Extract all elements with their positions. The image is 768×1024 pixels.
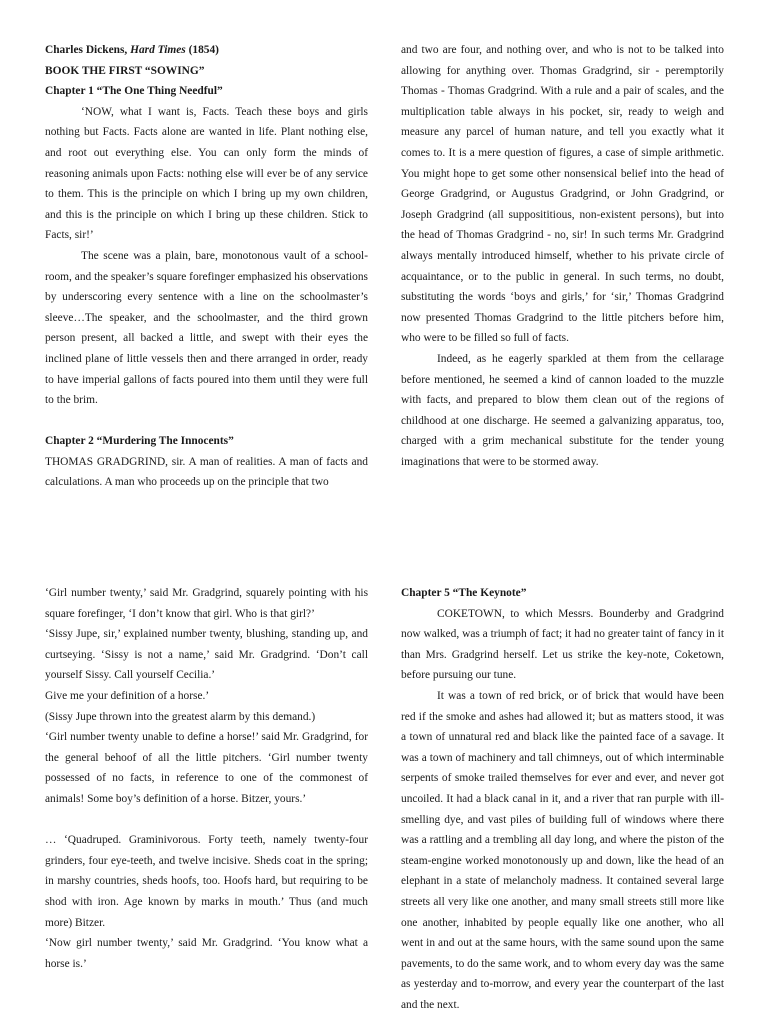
chapter-2-paragraph-1-continued: and two are four, and nothing over, and who is not to be talked into allowing for anything over. Thomas Gradgrind, sir - peremptorily Thomas - Thomas Gradgrind. With a rule and a pair of scales, and the multiplication table always in his pocket, sir, ready to weigh and measure any parcel of human nature, and tell you exactly what it comes to. It is a mere question of figures, a case of simple arithmetic. You might hope to get some other nonsensical belief into the head of George Gradgrind, or Augustus Gradgrind, or John Gradgrind, or Joseph Gradgrind (all supposititious, non-existent persons), but into the head of Thomas Gradgrind - no, sir! In such terms Mr. Gradgrind always mentally introduced himself, whether to his private circle of acquaintance, or to the public in general. In such terms, no doubt, substituting the words ‘boys and girls,’ for ‘sir,’ Thomas Gradgrind now presented Thomas Gradgrind to the little pitchers before him, who were to be filled so full of facts. — [401, 44, 724, 345]
chapter-1-heading: Chapter 1 “The One Thing Needful” — [45, 85, 223, 98]
chapter-5-heading: Chapter 5 “The Keynote” — [401, 587, 527, 599]
chapter-2-heading: Chapter 2 “Murdering The Innocents” — [45, 435, 234, 448]
author: Charles Dickens, — [45, 44, 128, 56]
chapter-1-paragraph-2: The scene was a plain, bare, monotonous vault of a school-room, and the speaker’s square forefinger emphasized his observations by underscoring every sentence with a line on the schoolmaster’s sleeve…The speaker, and the schoolmaster, and the third grown person present, all backed a little, and swept with their eyes the inclined plane of little vessels then and there arranged in order, ready to have imperial gallons of facts poured into them until they were full to the brim. — [45, 249, 368, 407]
spacer — [45, 810, 368, 831]
chapter-1-paragraph-1: ‘NOW, what I want is, Facts. Teach these boys and girls nothing but Facts. Facts alone are wanted in life. Plant nothing else, and root out everything else. You can only form the minds of reasoning animals upon Facts: nothing else will ever be of any service to them. This is the principle on which I bring up my own children, and this is the principle on which I bring up these children. Stick to Facts, sir!’ — [45, 105, 368, 242]
upper-left-column — [45, 40, 368, 493]
chapter-2-paragraph-2: Indeed, as he eagerly sparkled at them from the cellarage before mentioned, he seemed a kind of cannon loaded to the muzzle with facts, and prepared to blow them clean out of the regions of childhood at one discharge. He seemed a galvanizing apparatus, too, charged with a grim mechanical substitute for the tender young imaginations that were to be stormed away. — [401, 352, 724, 468]
dialogue-line: ‘Now girl number twenty,’ said Mr. Gradgrind. ‘You know what a horse is.’ — [45, 937, 368, 970]
chapter-5-paragraph-2: It was a town of red brick, or of brick that would have been red if the smoke and ashes had allowed it; but as matters stood, it was a town of unnatural red and black like the painted face of a savage. It was a town of machinery and tall chimneys, out of which interminable serpents of smoke trailed themselves for ever and ever, and never got uncoiled. It had a black canal in it, and a river that ran purple with ill-smelling dye, and vast piles of building full of windows where there was a rattling and a trembling all day long, and where the piston of the steam-engine worked monotonously up and down, like the head of an elephant in a state of melancholy madness. It contained several large streets all very like one another, and many small streets still more like one another, inhabited by people equally like one another, who all went in and out at the same hours, with the same sound upon the same pavements, to do the same work, and to whom every day was the same as yesterday and to-morrow, and every year the counterpart of the last and the next. — [401, 689, 724, 1011]
year: (1854) — [188, 44, 219, 56]
title-line — [45, 40, 368, 61]
dialogue-line: (Sissy Jupe thrown into the greatest alarm by this demand.) — [45, 710, 316, 723]
lower-right-column — [401, 583, 724, 1015]
lower-left-column — [45, 583, 368, 974]
chapter-2-paragraph-1: THOMAS GRADGRIND, sir. A man of realities. A man of facts and calculations. A man who proceeds up on the principle that two — [45, 455, 368, 489]
book-title: Hard Times — [130, 44, 186, 56]
dialogue-line: ‘Girl number twenty unable to define a horse!’ said Mr. Gradgrind, for the general behoof of all the little pitchers. ‘Girl number twenty possessed of no facts, in reference to one of the commonest of animals! Some boy’s definition of a horse. Bitzer, yours.’ — [45, 731, 368, 805]
dialogue-line: ‘Sissy Jupe, sir,’ explained number twenty, blushing, standing up, and curtseying. ‘Sissy is not a name,’ said Mr. Gradgrind. ‘Don’t call yourself Sissy. Call yourself Cecilia.’ — [45, 628, 368, 682]
dialogue-line: … ‘Quadruped. Graminivorous. Forty teeth, namely twenty-four grinders, four eye-teeth, and twelve incisive. Sheds coat in the spring; in marshy countries, sheds hoofs, too. Hoofs hard, but requiring to be shod with iron. Age known by marks in mouth.’ Thus (and much more) Bitzer. — [45, 834, 368, 929]
upper-right-column — [401, 40, 724, 472]
book-part-heading: BOOK THE FIRST “SOWING” — [45, 64, 205, 77]
dialogue-line: ‘Girl number twenty,’ said Mr. Gradgrind, squarely pointing with his square forefinger, ‘I don’t know that girl. Who is that girl?’ — [45, 587, 368, 620]
dialogue-line: Give me your definition of a horse.’ — [45, 689, 210, 702]
chapter-5-paragraph-1: COKETOWN, to which Messrs. Bounderby and Gradgrind now walked, was a triumph of fact; it had no greater taint of fancy in it than Mrs. Gradgrind herself. Let us strike the key-note, Coketown, before pursuing our tune. — [401, 607, 724, 682]
spacer — [45, 411, 368, 432]
